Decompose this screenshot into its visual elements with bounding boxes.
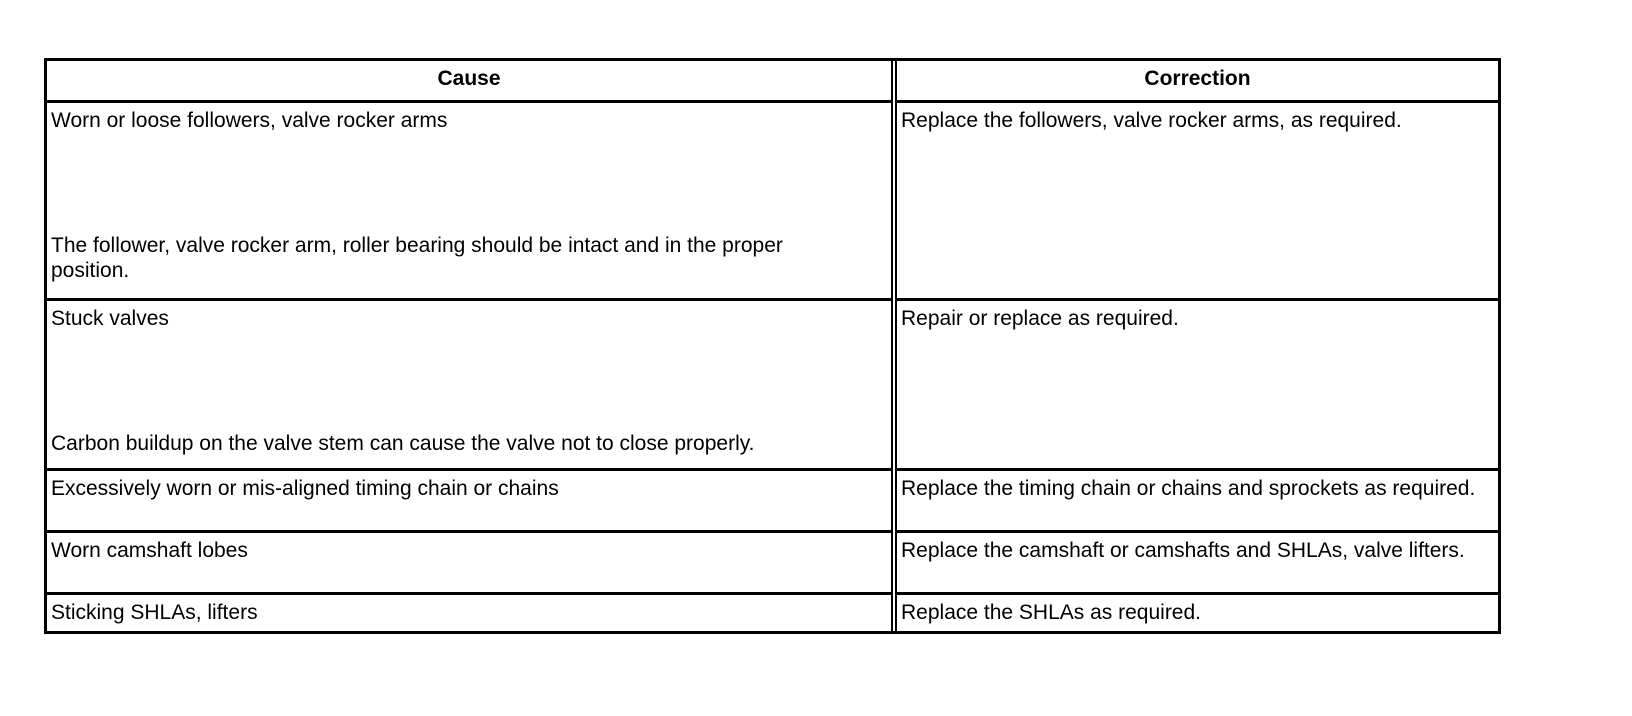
cause-correction-table bbox=[44, 58, 1501, 634]
table-row bbox=[47, 101, 1498, 299]
cause-cell: Sticking SHLAs, lifters bbox=[47, 593, 894, 631]
cause-text: Worn or loose followers, valve rocker arms bbox=[51, 108, 448, 132]
correction-cell: Replace the followers, valve rocker arms, as required. bbox=[894, 101, 1498, 299]
cause-cell: Worn camshaft lobes bbox=[47, 531, 894, 593]
cause-cell bbox=[47, 299, 894, 469]
correction-cell: Replace the camshaft or camshafts and SHLAs, valve lifters. bbox=[894, 531, 1498, 593]
cause-note: The follower, valve rocker arm, roller bearing should be intact and in the proper position. bbox=[51, 233, 783, 282]
cause-cell: Excessively worn or mis-aligned timing chain or chains bbox=[47, 469, 894, 531]
cause-note: Carbon buildup on the valve stem can cause the valve not to close properly. bbox=[51, 431, 755, 455]
table-row bbox=[47, 299, 1498, 469]
correction-cell: Replace the SHLAs as required. bbox=[894, 593, 1498, 631]
cause-text: Stuck valves bbox=[51, 306, 169, 330]
header-cause: Cause bbox=[47, 61, 894, 101]
table-row bbox=[47, 469, 1498, 531]
table-row bbox=[47, 593, 1498, 631]
cause-cell bbox=[47, 101, 894, 299]
table-header-row bbox=[47, 61, 1498, 101]
table-row bbox=[47, 531, 1498, 593]
header-correction: Correction bbox=[894, 61, 1498, 101]
correction-cell: Replace the timing chain or chains and sprockets as required. bbox=[894, 469, 1498, 531]
diagnostic-table bbox=[47, 61, 1498, 631]
correction-cell: Repair or replace as required. bbox=[894, 299, 1498, 469]
